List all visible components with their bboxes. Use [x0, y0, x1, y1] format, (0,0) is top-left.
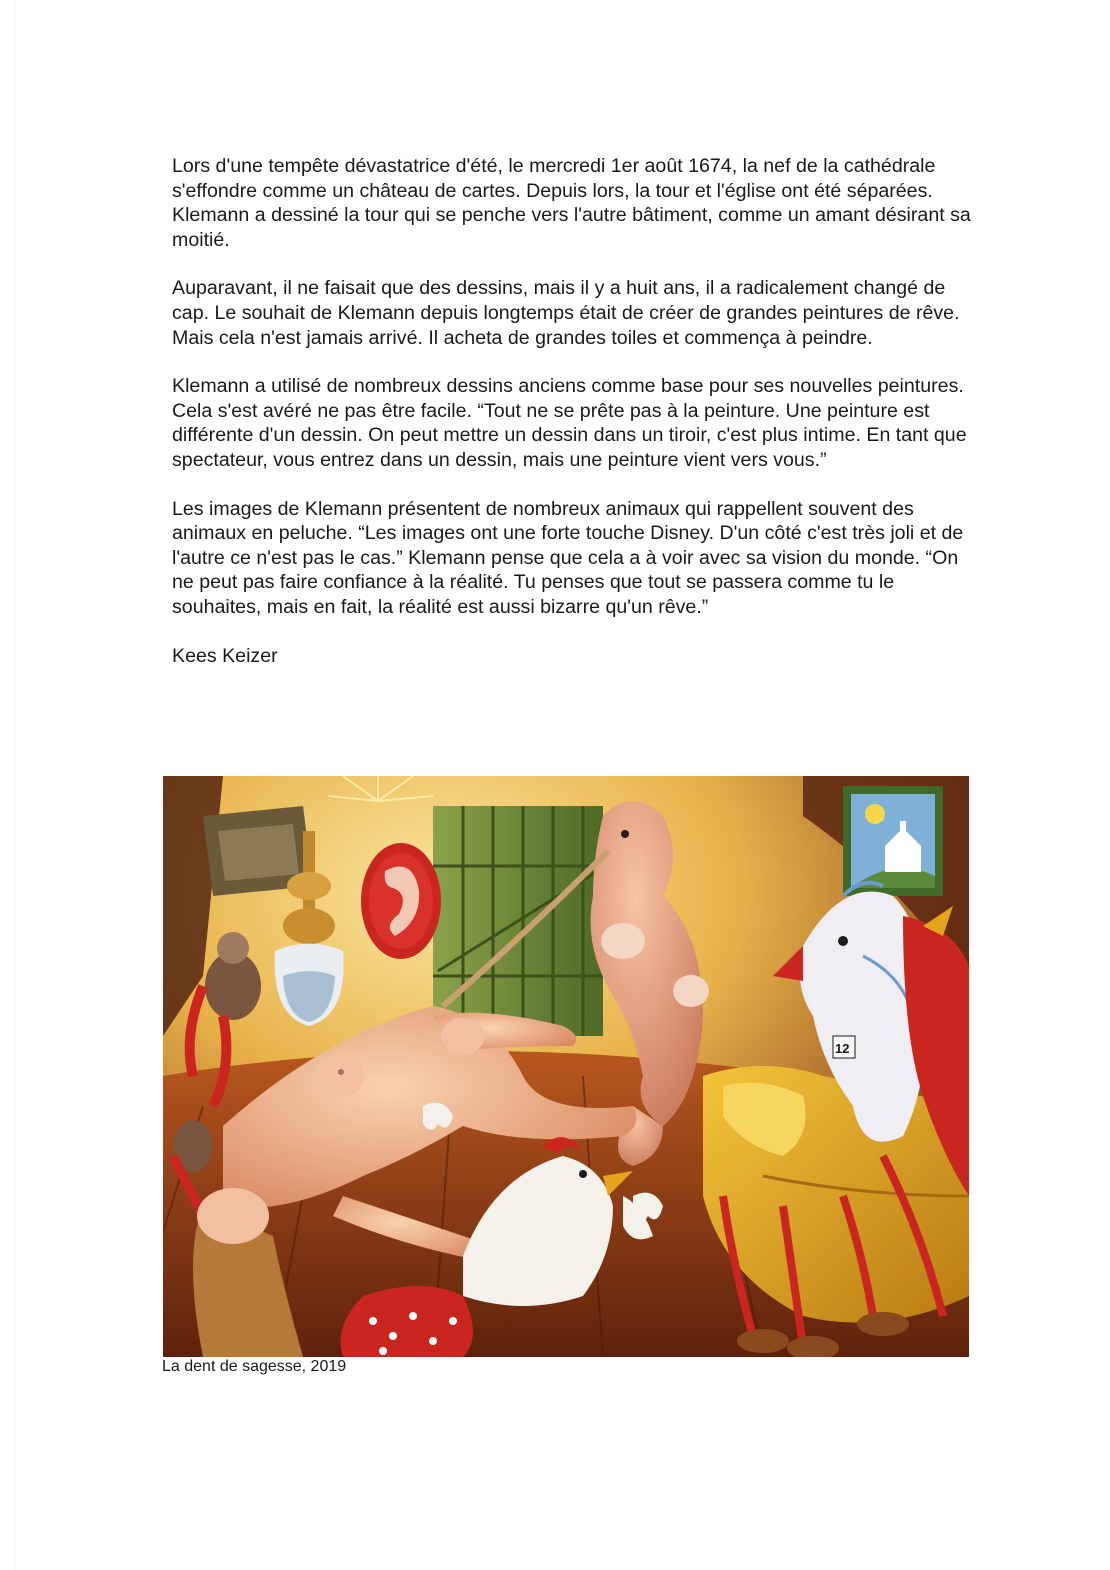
paragraph-2: Auparavant, il ne faisait que des dessins, mais il y a huit ans, il a radicalement changé de cap. Le souhait de Klemann depuis longtemps était de créer de grandes peintures de rêve. Mais cela n'est jamais arrivé. Il acheta de grandes toiles et commença à peindre. — [172, 277, 960, 349]
painting-figure — [163, 776, 969, 1357]
paragraph-1: Lors d'une tempête dévastatrice d'été, le mercredi 1er août 1674, la nef de la cathédrale s'effondre comme un château de cartes. Depuis lors, la tour et l'église ont été séparées. Klemann a dessiné la tour qui se penche vers l'autre bâtiment, comme un amant désirant sa moitié. — [172, 155, 971, 251]
green-door — [433, 806, 603, 1036]
painting-image — [163, 776, 969, 1357]
framed-picture — [843, 786, 943, 896]
figure-caption: La dent de sagesse, 2019 — [162, 1358, 347, 1375]
ear-plaque — [361, 843, 441, 959]
scan-edge — [14, 0, 15, 1570]
article-body — [172, 154, 972, 692]
paragraph-3: Klemann a utilisé de nombreux dessins anciens comme base pour ses nouvelles peintures. Cela s'est avéré ne pas être facile. “Tout ne se prête pas à la peinture. Une peinture est différente d'un dessin. On peut mettre un dessin dans un tiroir, c'est plus intime. En tant que spectateur, vous entrez dans un dessin, mais une peinture vient vers vous.” — [172, 375, 967, 471]
paragraph-4: Les images de Klemann présentent de nombreux animaux qui rappellent souvent des animaux en peluche. “Les images ont une forte touche Disney. D'un côté c'est très joli et de l'autre ce n'est pas le cas.” Klemann pense que cela a à voir avec sa vision du monde. “On ne peut pas faire confiance à la réalité. Tu penses que tout se passera comme tu le souhaites, mais en fait, la réalité est aussi bizarre qu'un rêve.” — [172, 497, 964, 618]
bird-number-12: 12 — [835, 1041, 850, 1056]
author-byline: Kees Keizer — [172, 644, 278, 667]
